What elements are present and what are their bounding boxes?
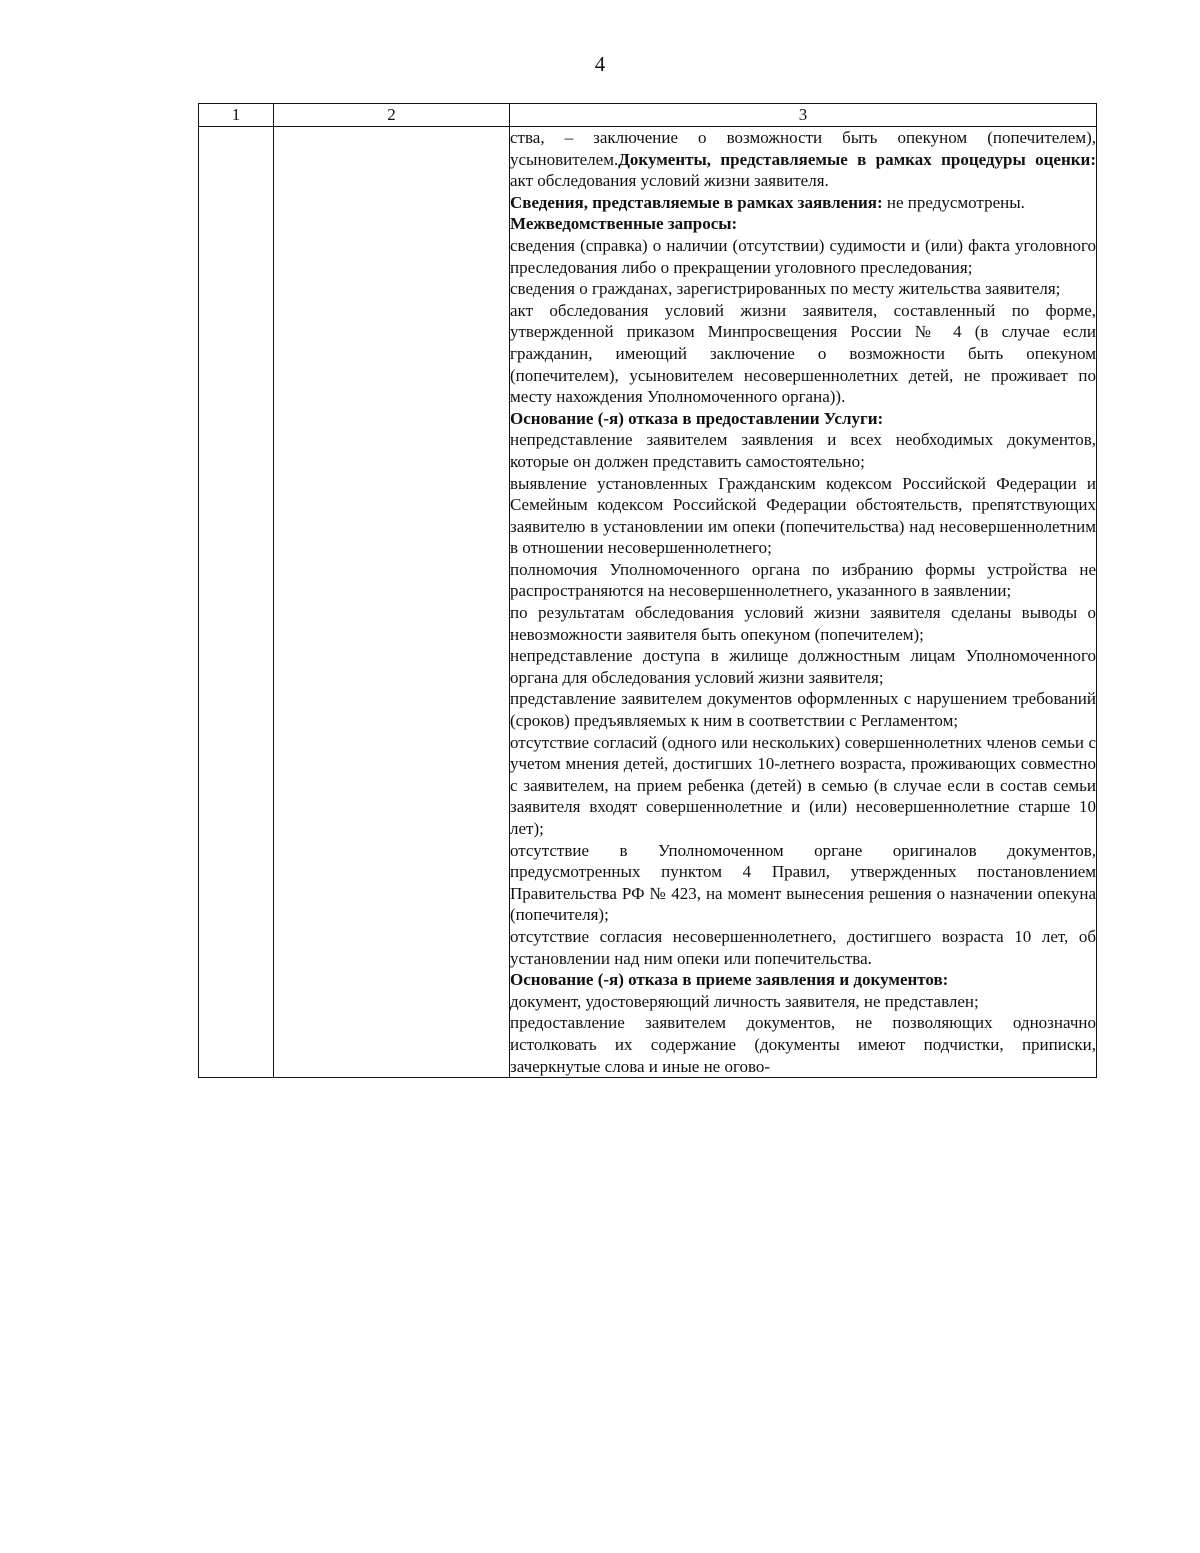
list-item: отсутствие в Уполномоченном органе оригиналов документов, предусмотренных пунктом 4 Правил, утвержденных постановлением Правительства РФ № 423, на момент вынесения решения о назначении опекуна (попечителя); [510, 840, 1096, 925]
table-row [199, 127, 1097, 1078]
list-item: предоставление заявителем документов, не позволяющих однозначно истолковать их содержание (документы имеют подчистки, приписки, зачеркнутые слова и иные не огово- [510, 1013, 1096, 1076]
application-info-heading: Сведения, представляемые в рамках заявления: [510, 192, 883, 212]
list-item: непредставление доступа в жилище должностным лицам Уполномоченного органа для обследования условий жизни заявителя; [510, 646, 1096, 687]
cell-col-2 [274, 127, 510, 1078]
cell-col-3-text [510, 127, 1096, 1077]
list-item: сведения (справка) о наличии (отсутствии) судимости и (или) факта уголовного преследования либо о прекращении уголовного преследования; [510, 235, 1096, 277]
column-header-1: 1 [199, 104, 274, 127]
list-item: акт обследования условий жизни заявителя, составленный по форме, утвержденной приказом Минпросвещения России № 4 (в случае если гражданин, имеющий заключение о возможности быть опекуном (попечителем), усыновителем несовершеннолетних детей, не проживает по месту нахождения Уполномоченного органа)). [510, 300, 1096, 407]
list-item: сведения о гражданах, зарегистрированных по месту жительства заявителя; [510, 279, 1061, 299]
list-item: по результатам обследования условий жизни заявителя сделаны выводы о невозможности заявителя быть опекуном (попечителем); [510, 603, 1096, 644]
assessment-docs-text: акт обследования условий жизни заявителя. [510, 171, 829, 191]
column-header-2: 2 [274, 104, 510, 127]
list-item: представление заявителем документов оформленных с нарушением требований (сроков) предъявляемых к ним в соответствии с Регламентом; [510, 689, 1096, 731]
list-item: отсутствие согласий (одного или нескольких) совершеннолетних членов семьи с учетом мнения детей, достигших 10-летнего возраста, проживающих совместно с заявителем, на прием ребенка (детей) в семью (в случае если в состав семьи заявителя входят совершеннолетние и (или) несовершеннолетние старше 10 лет); [510, 732, 1096, 838]
page-number: 4 [594, 52, 606, 76]
list-item: документ, удостоверяющий личность заявителя, не представлен; [510, 991, 979, 1011]
heading-rejection [510, 969, 1096, 991]
heading-refusal [510, 408, 1096, 430]
services-table [198, 103, 1097, 1078]
paragraph-application-info [510, 192, 1096, 214]
cell-col-3 [510, 127, 1097, 1078]
list-item: выявление установленных Гражданским кодексом Российской Федерации и Семейным кодексом Российской Федерации обстоятельств, препятствующих заявителю в установлении им опеки (попечительства) над несовершеннолетним в отношении несовершеннолетнего; [510, 473, 1096, 558]
assessment-docs-heading: Документы, представляемые в рамках процедуры оценки: [618, 149, 1096, 169]
column-header-3: 3 [510, 104, 1097, 127]
heading-rejection-label: Основание (-я) отказа в приеме заявления и документов: [510, 970, 949, 990]
table-header-row [199, 104, 1097, 127]
application-info-text: не предусмотрены. [882, 192, 1025, 212]
conclusion-text: ства, – заключение о возможности быть опекуном (попечителем), усыновителем. [510, 128, 1096, 169]
list-item: полномочия Уполномоченного органа по избранию формы устройства не распространяются на несовершеннолетнего, указанного в заявлении; [510, 559, 1096, 601]
paragraph-conclusion [510, 127, 1096, 192]
cell-col-1 [199, 127, 274, 1078]
list-item: непредставление заявителем заявления и всех необходимых документов, которые он должен представить самостоятельно; [510, 430, 1096, 471]
heading-interagency-label: Межведомственные запросы: [510, 214, 738, 234]
list-item: отсутствие согласия несовершеннолетнего, достигшего возраста 10 лет, об установлении над ним опеки или попечительства. [510, 926, 1096, 968]
heading-refusal-label: Основание (-я) отказа в предоставлении Услуги: [510, 408, 884, 428]
heading-interagency [510, 213, 1096, 235]
